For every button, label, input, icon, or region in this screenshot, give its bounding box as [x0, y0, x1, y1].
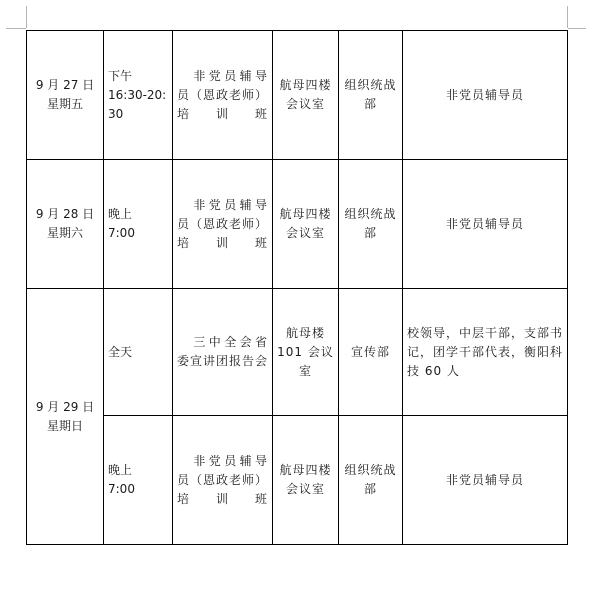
event-cell — [173, 160, 273, 289]
organizer-cell — [339, 160, 403, 289]
date-text: 9 月 28 日 — [35, 207, 95, 221]
time-label: 全天 — [108, 344, 133, 359]
organizer-text: 组织统战部 — [344, 78, 397, 111]
venue-text: 航母四楼会议室 — [279, 463, 332, 496]
venue-text: 航母四楼会议室 — [279, 207, 332, 240]
venue-text: 航母四楼会议室 — [279, 78, 332, 111]
audience-text: 非党员辅导员 — [445, 216, 524, 231]
venue-cell — [273, 31, 339, 160]
table-row — [27, 416, 568, 545]
date-text: 9 月 27 日 — [35, 78, 95, 92]
organizer-text: 宣传部 — [350, 344, 390, 359]
table-row — [27, 289, 568, 416]
venue-text: 航母楼 101 会议室 — [277, 325, 334, 378]
audience-cell — [403, 289, 568, 416]
date-cell — [27, 31, 104, 160]
audience-text: 校领导，中层干部，支部书记，团学干部代表，衡阳科技 60 人 — [407, 325, 564, 378]
organizer-cell — [339, 416, 403, 545]
organizer-cell — [339, 31, 403, 160]
time-value: 7:00 — [108, 226, 135, 240]
weekday-text: 星期六 — [46, 226, 83, 240]
organizer-text: 组织统战部 — [344, 207, 397, 240]
weekday-text: 星期日 — [46, 418, 83, 433]
venue-cell — [273, 289, 339, 416]
date-cell — [27, 289, 104, 545]
audience-cell — [403, 31, 568, 160]
crop-mark-top-right-vertical — [567, 6, 568, 28]
audience-cell — [403, 416, 568, 545]
event-text: 三中全会省委宣讲团报告会 — [177, 335, 269, 368]
time-label: 下午 — [108, 68, 133, 83]
weekday-text: 星期五 — [46, 97, 83, 111]
time-label: 晚上 — [108, 463, 133, 477]
event-text: 非党员辅导员（恩政老师）培训班 — [177, 68, 269, 121]
time-label: 晚上 — [108, 207, 133, 221]
crop-mark-top-right-horizontal — [568, 28, 586, 29]
time-cell — [104, 416, 173, 545]
event-text: 非党员辅导员（恩政老师）培训班 — [177, 197, 269, 250]
table-row — [27, 31, 568, 160]
venue-cell — [273, 416, 339, 545]
event-text: 非党员辅导员（恩政老师）培训班 — [177, 453, 269, 506]
time-value: 7:00 — [108, 482, 135, 496]
event-cell — [173, 31, 273, 160]
date-text: 9 月 29 日 — [35, 399, 95, 414]
organizer-text: 组织统战部 — [344, 463, 397, 496]
audience-cell — [403, 160, 568, 289]
schedule-table — [26, 30, 568, 545]
crop-mark-top-left-horizontal — [6, 28, 26, 29]
audience-text: 非党员辅导员 — [445, 472, 524, 487]
table-row — [27, 160, 568, 289]
venue-cell — [273, 160, 339, 289]
event-cell — [173, 289, 273, 416]
event-cell — [173, 416, 273, 545]
time-cell — [104, 160, 173, 289]
crop-mark-top-left-vertical — [26, 6, 27, 28]
organizer-cell — [339, 289, 403, 416]
time-cell — [104, 31, 173, 160]
audience-text: 非党员辅导员 — [445, 87, 524, 102]
time-cell — [104, 289, 173, 416]
date-cell — [27, 160, 104, 289]
time-value: 16:30-20:30 — [108, 87, 167, 121]
